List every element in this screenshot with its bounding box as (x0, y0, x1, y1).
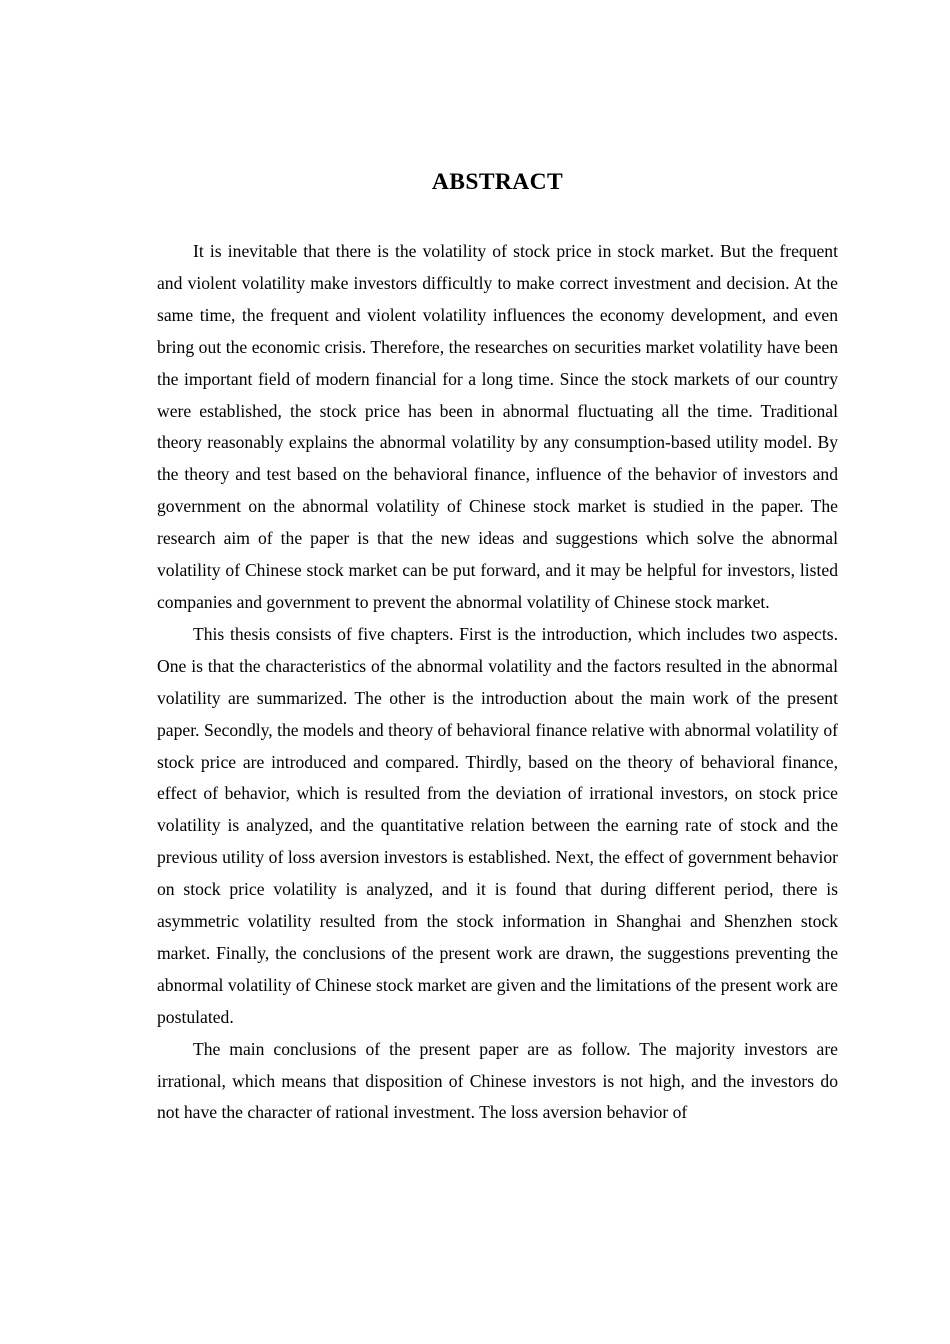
abstract-paragraph-1: It is inevitable that there is the volatility of stock price in stock market. But the frequent and violent volatility make investors difficultly to make correct investment and decision. At the same time, the frequent and violent volatility influences the economy development, and even bring out the economic crisis. Therefore, the researches on securities market volatility have been the important field of modern financial for a long time. Since the stock markets of our country were established, the stock price has been in abnormal fluctuating all the time. Traditional theory reasonably explains the abnormal volatility by any consumption-based utility model. By the theory and test based on the behavioral finance, influence of the behavior of investors and government on the abnormal volatility of Chinese stock market is studied in the paper. The research aim of the paper is that the new ideas and suggestions which solve the abnormal volatility of Chinese stock market can be put forward, and it may be helpful for investors, listed companies and government to prevent the abnormal volatility of Chinese stock market. (157, 241, 838, 612)
page-title: ABSTRACT (431, 169, 564, 195)
abstract-paragraph-2: This thesis consists of five chapters. First is the introduction, which includes two aspects. One is that the characteristics of the abnormal volatility and the factors resulted in the abnormal volatility are summarized. The other is the introduction about the main work of the present paper. Secondly, the models and theory of behavioral finance relative with abnormal volatility of stock price are introduced and compared. Thirdly, based on the theory of behavioral finance, effect of behavior, which is resulted from the deviation of irrational investors, on stock price volatility is analyzed, and the quantitative relation between the earning rate of stock and the previous utility of loss aversion investors is established. Next, the effect of government behavior on stock price volatility is analyzed, and it is found that during different period, there is asymmetric volatility resulted from the stock information in Shanghai and Shenzhen stock market. Finally, the conclusions of the present work are drawn, the suggestions preventing the abnormal volatility of Chinese stock market are given and the limitations of the present work are postulated. (157, 623, 838, 1027)
abstract-paragraph-3: The main conclusions of the present paper are as follow. The majority investors are irrational, which means that disposition of Chinese investors is not high, and the investors do not have the character of rational investment. The loss aversion behavior of (157, 1038, 838, 1123)
abstract-body (157, 236, 838, 1129)
